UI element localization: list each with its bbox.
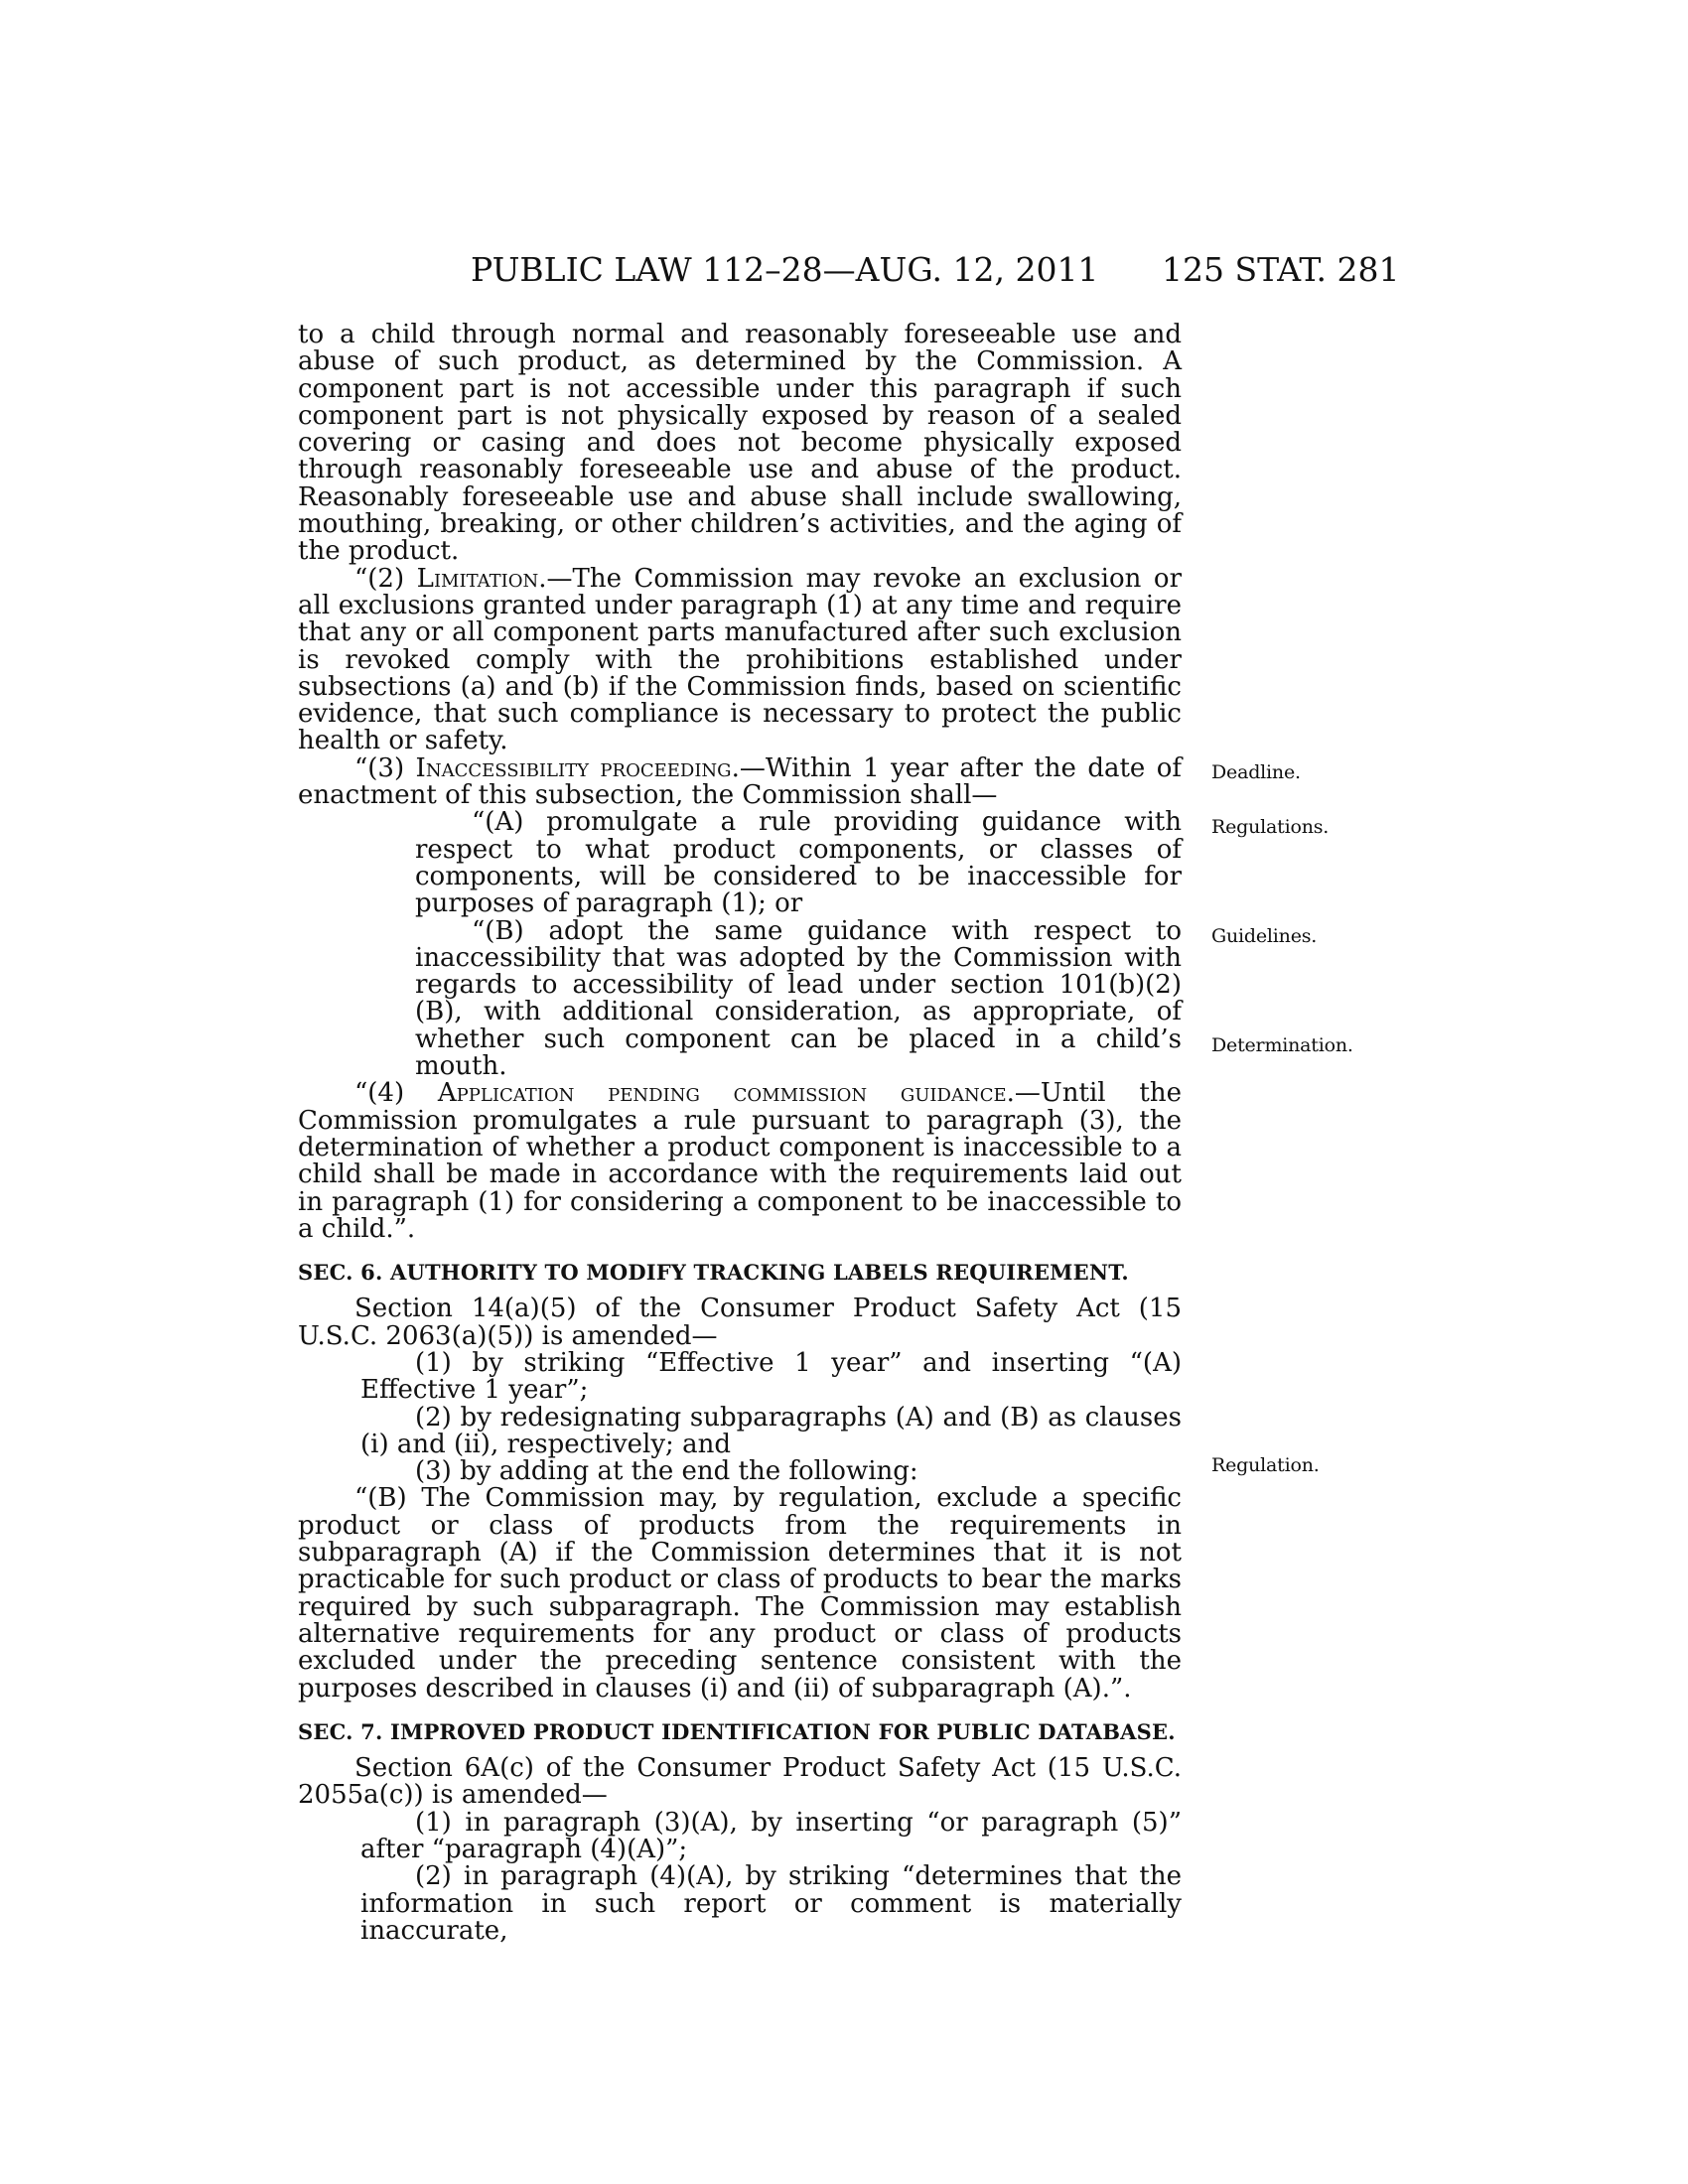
running-header-title: PUBLIC LAW 112–28—AUG. 12, 2011 [471, 250, 1099, 289]
page-citation: 125 STAT. 281 [1162, 250, 1400, 289]
paragraph-heading: Inaccessibility proceeding. [415, 752, 740, 783]
paragraph-continuation: to a child through normal and reasonably foreseeable use and abuse of such product, as determined by the Commission. A component part is not accessible under this paragraph if such component part is not physically exposed by reason of a sealed covering or casing and does not become physically exposed through reasonably foreseeable use and abuse of the product. Reasonably foreseeable use and abuse shall include swallowing, mouthing, breaking, or other children’s activities, and the aging of the product. [298, 320, 1182, 567]
paragraph-2-limitation [298, 563, 1182, 756]
paragraph-3-inaccessibility [298, 752, 1182, 811]
paragraph-text: —The Commission may revoke an exclusion or all exclusions granted under paragraph (1) at any time and require that any or all component parts manufactured after such exclusion is revoked comply with the prohibitions established under subsections (a) and (b) if the Commission finds, based on scientific evidence, that such compliance is necessary to protect the public health or safety. [298, 563, 1182, 756]
margin-note-deadline: Deadline. [1211, 761, 1301, 783]
margin-note-guidelines: Guidelines. [1211, 925, 1318, 947]
paragraph-text: —Until the Commission promulgates a rule pursuant to paragraph (3), the determination of whether a product component is inaccessible to a child shall be made in accordance with the requirements laid out in paragraph (1) for considering a component to be inaccessible to a child.”. [298, 1078, 1182, 1244]
section-7-item-1: (1) in paragraph (3)(A), by inserting “or paragraph (5)” after “paragraph (4)(A)”; [360, 1807, 1182, 1865]
subparagraph-3b: “(B) adopt the same guidance with respect to inaccessibility that was adopted by the Commission with regards to accessibility of lead under section 101(b)(2)(B), with additional consideration, as appropriate, of whether such component can be placed in a child’s mouth. [415, 915, 1182, 1082]
paragraph-4-application [298, 1080, 1182, 1243]
section-6-item-2: (2) by redesignating subparagraphs (A) and (B) as clauses (i) and (ii), respectively; and [360, 1402, 1182, 1459]
paragraph-number: “(3) [354, 752, 416, 783]
subparagraph-3a: “(A) promulgate a rule providing guidance with respect to what product components, or classes of components, will be considered to be inaccessible for purposes of paragraph (1); or [415, 807, 1182, 919]
section-6-item-3: (3) by adding at the end the following: [415, 1456, 918, 1487]
section-6-heading: SEC. 6. AUTHORITY TO MODIFY TRACKING LABELS REQUIREMENT. [298, 1260, 1129, 1286]
margin-note-determination: Determination. [1211, 1034, 1353, 1056]
paragraph-number: “(4) [354, 1078, 438, 1109]
document-body [298, 322, 1182, 1945]
margin-note-regulations: Regulations. [1211, 816, 1330, 838]
section-6-intro: Section 14(a)(5) of the Consumer Product Safety Act (15 U.S.C. 2063(a)(5)) is amended— [298, 1294, 1182, 1351]
paragraph-number: “(2) [354, 563, 417, 594]
section-7-item-2: (2) in paragraph (4)(A), by striking “determines that the information in such report or comment is materially inaccurate, [360, 1861, 1182, 1946]
paragraph-heading: Limitation. [416, 563, 547, 594]
section-7-heading: SEC. 7. IMPROVED PRODUCT IDENTIFICATION FOR PUBLIC DATABASE. [298, 1718, 1176, 1744]
section-7-intro: Section 6A(c) of the Consumer Product Safety Act (15 U.S.C. 2055a(c)) is amended— [298, 1753, 1182, 1811]
paragraph-heading: Application pending commission guidance. [437, 1078, 1015, 1109]
paragraph-text: —Within 1 year after the date of enactment of this subsection, the Commission shall— [298, 752, 1182, 811]
margin-note-regulation: Regulation. [1211, 1454, 1320, 1476]
section-6-item-1: (1) by striking “Effective 1 year” and inserting “(A) Effective 1 year”; [360, 1347, 1182, 1406]
section-6-subparagraph-b: “(B) The Commission may, by regulation, exclude a specific product or class of products from the requirements in subparagraph (A) if the Commission determines that it is not practicable for such product or class of products to bear the marks required by such subparagraph. The Commission may establish alternative requirements for any product or class of products excluded under the preceding sentence consistent with the purposes described in clauses (i) and (ii) of subparagraph (A).”. [298, 1483, 1182, 1704]
